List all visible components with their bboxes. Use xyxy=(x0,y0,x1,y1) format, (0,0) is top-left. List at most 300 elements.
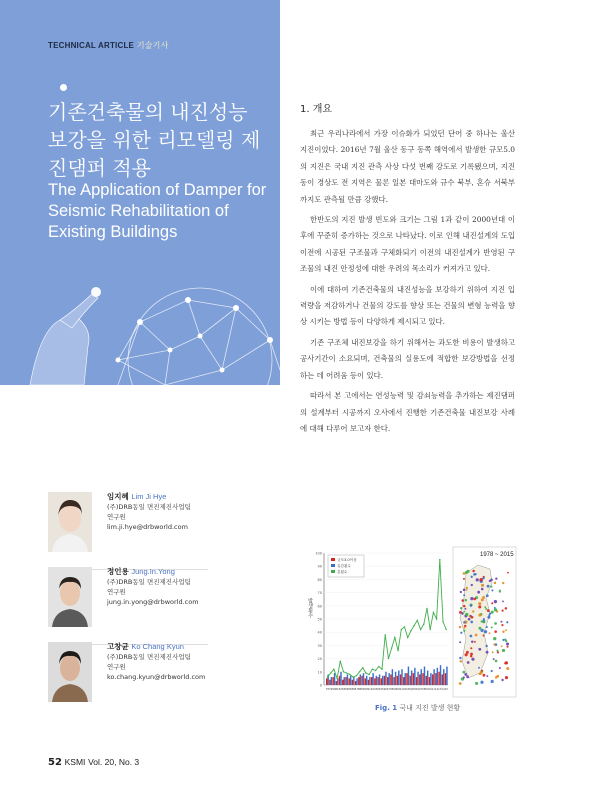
title-bullet xyxy=(60,84,67,91)
epicenter-dot xyxy=(480,681,483,684)
paragraph: 최근 우리나라에서 가장 이슈화가 되었던 단어 중 하나는 울산 지진이었다. 2016년 7월 울산 동구 동쪽 해역에서 발생한 규모5.0의 지진은 국내 지진 관측 사상 다섯 번째 강도로 기록됐으며, 지진동이 경상도 전 지역은 물론 일본 대마도와 규수 북부, 혼슈 서북부까지도 관측될 만큼 강했다. xyxy=(300,129,515,204)
epicenter-dot xyxy=(491,602,493,604)
point-total xyxy=(378,666,379,667)
author-card xyxy=(48,642,278,712)
bar-magnitude3 xyxy=(426,676,427,685)
point-total xyxy=(362,667,363,668)
epicenter-dot xyxy=(495,660,498,663)
bar-felt xyxy=(433,669,434,685)
epicenter-dot xyxy=(471,576,473,578)
epicenter-dot xyxy=(460,591,462,593)
y-tick-label: 30 xyxy=(317,643,322,648)
bar-felt xyxy=(369,677,370,685)
epicenter-dot xyxy=(481,620,483,622)
epicenter-dot xyxy=(459,626,462,629)
category-label-ko: 기술기사 xyxy=(136,41,169,50)
author-name-en: Jung.In.Yong xyxy=(131,567,175,576)
epicenter-dot xyxy=(491,670,493,672)
bar-magnitude3 xyxy=(352,680,353,685)
bar-felt xyxy=(446,667,447,685)
x-tick-label: 03 xyxy=(406,688,410,691)
bar-felt xyxy=(379,674,380,685)
epicenter-dot xyxy=(499,667,501,669)
bar-felt xyxy=(392,669,393,685)
x-tick-label: 83 xyxy=(341,688,346,691)
epicenter-dot xyxy=(505,638,507,640)
author-org: (주)DRB동일 면진제진사업팀 xyxy=(107,653,191,661)
x-tick-label: 01 xyxy=(399,688,403,691)
epicenter-dot xyxy=(502,610,504,612)
epicenter-dot xyxy=(470,653,473,656)
bar-felt xyxy=(372,673,373,685)
epicenter-dot xyxy=(464,673,467,676)
point-total xyxy=(410,630,411,631)
bar-magnitude3 xyxy=(400,674,401,685)
point-total xyxy=(336,678,337,679)
legend-label: 총횟수 xyxy=(337,570,348,574)
epicenter-dot xyxy=(502,639,504,641)
bar-magnitude3 xyxy=(361,676,362,685)
y-tick-label: 60 xyxy=(317,604,322,609)
point-total xyxy=(343,671,344,672)
bar-felt xyxy=(440,665,441,685)
point-total xyxy=(372,668,373,669)
epicenter-dot xyxy=(483,674,486,677)
epicenter-dot xyxy=(501,624,503,626)
author-photo xyxy=(48,642,92,702)
paragraph: 기존 구조체 내진보강을 하기 위해서는 과도한 비용이 발생하고 공사기간이 소요되며, 건축물의 실용도에 적합한 보강방법을 선정하는 데 어려움 등이 있다. xyxy=(300,337,515,380)
bar-magnitude3 xyxy=(445,673,446,685)
bar-magnitude3 xyxy=(397,676,398,685)
bar-felt xyxy=(382,676,383,685)
bar-magnitude3 xyxy=(438,672,439,685)
title-korean: 기존건축물의 내진성능 보강을 위한 리모델링 제진댐퍼 적용 xyxy=(48,100,261,180)
bar-magnitude3 xyxy=(384,676,385,685)
epicenter-dot xyxy=(483,634,485,636)
bar-felt xyxy=(404,673,405,685)
epicenter-dot xyxy=(483,618,485,620)
epicenter-dot xyxy=(494,622,497,625)
bar-felt xyxy=(331,677,332,685)
journal-volume: Vol. 20, No. 3 xyxy=(88,757,140,767)
caption-number: Fig. 1 xyxy=(375,704,398,712)
epicenter-dot xyxy=(462,671,465,674)
epicenter-dot xyxy=(479,672,482,675)
epicenter-dot xyxy=(502,630,504,632)
y-tick-label: 40 xyxy=(317,630,322,635)
author-title: 연구원 xyxy=(107,513,126,521)
epicenter-dot xyxy=(475,573,477,575)
x-tick-label: 02 xyxy=(402,688,407,691)
epicenter-dot xyxy=(468,618,471,621)
point-total xyxy=(388,658,389,659)
x-tick-label: 99 xyxy=(393,688,397,691)
author-column xyxy=(0,385,280,800)
epicenter-dot xyxy=(489,632,491,634)
author-info xyxy=(107,492,191,532)
epicenter-dot xyxy=(474,598,477,601)
point-total xyxy=(391,647,392,648)
epicenter-map xyxy=(453,547,516,697)
bar-felt xyxy=(443,669,444,685)
y-tick-label: 20 xyxy=(317,657,322,662)
point-total xyxy=(442,621,443,622)
paragraph: 이에 대하여 기존건축물의 내진성능을 보강하기 위하여 지진 입력량을 저감하거나 건물의 강도를 향상 또는 건물의 변형 능력을 향상 시키는 방법 등이 다양하게 제시되고 있다. xyxy=(300,284,515,327)
epicenter-dot xyxy=(505,607,508,610)
bar-magnitude3 xyxy=(409,676,410,685)
paragraph: 따라서 본 고에서는 연성능력 및 감쇠능력을 추가하는 제진댐퍼의 설계부터 시공까지 오사에서 진행한 기존건축물 내진보강 사례에 대해 다루어 보고자 한다. xyxy=(300,391,515,433)
author-photo xyxy=(48,492,92,552)
chart-legend xyxy=(328,555,364,577)
x-tick-label: 07 xyxy=(418,688,423,691)
page-footer xyxy=(48,757,139,768)
epicenter-dot xyxy=(463,578,465,580)
bar-felt xyxy=(366,676,367,685)
epicenter-dot xyxy=(464,599,467,602)
x-tick-label: 89 xyxy=(361,688,365,691)
epicenter-dot xyxy=(464,627,466,629)
epicenter-dot xyxy=(464,625,466,627)
body-text xyxy=(300,126,515,441)
point-total xyxy=(381,668,382,669)
epicenter-dot xyxy=(470,621,473,624)
title-english: The Application of Damper for Seismic Rehabilitation of Existing Buildings xyxy=(48,181,267,241)
point-total xyxy=(426,608,427,609)
point-total xyxy=(423,624,424,625)
epicenter-dot xyxy=(496,650,498,652)
bar-magnitude3 xyxy=(393,677,394,685)
bar-magnitude3 xyxy=(435,673,436,685)
epicenter-dot xyxy=(485,608,487,610)
epicenter-dot xyxy=(499,590,501,592)
epicenter-dot xyxy=(491,680,494,683)
point-total xyxy=(433,612,434,613)
bar-magnitude3 xyxy=(358,677,359,685)
epicenter-dot xyxy=(487,616,490,619)
x-tick-label: 13 xyxy=(438,688,442,691)
bar-magnitude3 xyxy=(348,678,349,685)
point-total xyxy=(413,625,414,626)
bar-magnitude3 xyxy=(419,674,420,685)
epicenter-dot xyxy=(478,605,481,608)
point-total xyxy=(375,670,376,671)
bar-magnitude3 xyxy=(422,673,423,685)
x-tick-label: 08 xyxy=(422,688,426,691)
author-org: (주)DRB동일 면진제진사업팀 xyxy=(107,578,191,586)
epicenter-dot xyxy=(464,608,466,610)
x-tick-label: 80 xyxy=(332,688,336,691)
x-tick-label: 90 xyxy=(364,688,368,691)
bar-magnitude3 xyxy=(374,678,375,685)
bar-magnitude3 xyxy=(387,677,388,685)
bar-magnitude3 xyxy=(368,680,369,685)
epicenter-dot xyxy=(472,610,474,612)
bar-felt xyxy=(398,670,399,685)
epicenter-dot xyxy=(500,621,502,623)
x-tick-label: 93 xyxy=(373,688,378,691)
epicenter-dot xyxy=(471,584,473,586)
author-name-ko: 고창균 xyxy=(107,642,129,651)
author-title: 연구원 xyxy=(107,588,126,596)
bar-felt xyxy=(347,674,348,685)
point-total xyxy=(417,620,418,621)
epicenter-dot xyxy=(471,641,473,643)
point-total xyxy=(368,674,369,675)
bar-felt xyxy=(395,672,396,685)
bar-magnitude3 xyxy=(365,678,366,685)
bar-magnitude3 xyxy=(416,677,417,685)
epicenter-dot xyxy=(484,606,486,608)
point-total xyxy=(352,676,353,677)
legend-swatch xyxy=(331,558,335,561)
point-total xyxy=(404,626,405,627)
epicenter-dot xyxy=(501,679,503,681)
epicenter-dot xyxy=(465,653,468,656)
figure-caption xyxy=(375,703,460,713)
point-total xyxy=(436,618,437,619)
x-tick-label: 79 xyxy=(328,688,333,691)
section-label xyxy=(48,40,169,51)
epicenter-dot xyxy=(465,571,468,574)
bar-magnitude3 xyxy=(332,677,333,685)
author-info xyxy=(107,642,205,682)
epicenter-dot xyxy=(470,597,473,600)
epicenter-dot xyxy=(474,641,476,643)
x-tick-label: 78 xyxy=(325,688,330,691)
epicenter-dot xyxy=(459,682,462,685)
epicenter-dot xyxy=(463,572,466,575)
epicenter-dot xyxy=(472,570,475,573)
point-total xyxy=(397,650,398,651)
y-tick-label: 50 xyxy=(317,617,322,622)
epicenter-dot xyxy=(505,676,508,679)
epicenter-dot xyxy=(490,586,492,588)
y-tick-label: 90 xyxy=(317,564,322,569)
point-total xyxy=(340,661,341,662)
map-title: 1978 ~ 2015 xyxy=(480,552,514,558)
epicenter-dot xyxy=(463,611,465,613)
x-tick-label: 91 xyxy=(367,688,371,691)
epicenter-dot xyxy=(461,612,464,615)
epicenter-dot xyxy=(491,627,493,629)
epicenter-dot xyxy=(481,588,484,591)
author-email: jung.in.yong@drbworld.com xyxy=(107,598,199,606)
epicenter-dot xyxy=(486,675,488,677)
epicenter-dot xyxy=(494,582,497,585)
author-email: lim.ji.hye@drbworld.com xyxy=(107,523,188,531)
epicenter-dot xyxy=(491,589,493,591)
epicenter-dot xyxy=(480,629,483,632)
bar-felt xyxy=(360,674,361,685)
bar-magnitude3 xyxy=(432,674,433,685)
point-total xyxy=(346,672,347,673)
author-name-ko: 정인용 xyxy=(107,567,129,576)
point-total xyxy=(420,629,421,630)
legend-swatch xyxy=(331,570,335,573)
point-total xyxy=(385,634,386,635)
epicenter-dot xyxy=(486,594,489,597)
bar-felt xyxy=(421,669,422,685)
bar-magnitude3 xyxy=(345,677,346,685)
x-tick-label: 11 xyxy=(431,688,436,691)
x-tick-label: 05 xyxy=(412,688,416,691)
author-photo xyxy=(48,567,92,627)
epicenter-dot xyxy=(470,647,472,649)
author-info xyxy=(107,567,199,607)
bar-felt xyxy=(385,672,386,685)
epicenter-dot xyxy=(481,670,483,672)
epicenter-dot xyxy=(463,588,466,591)
epicenter-dot xyxy=(494,607,496,609)
epicenter-dot xyxy=(466,589,468,591)
x-tick-label: 81 xyxy=(335,688,339,691)
bar-felt xyxy=(376,676,377,685)
author-email: ko.chang.kyun@drbworld.com xyxy=(107,673,206,681)
bar-magnitude3 xyxy=(355,681,356,685)
epicenter-dot xyxy=(463,676,465,678)
author-title: 연구원 xyxy=(107,663,126,671)
x-tick-label: 00 xyxy=(396,688,400,691)
epicenter-dot xyxy=(489,580,491,582)
x-tick-label: 96 xyxy=(383,688,387,691)
epicenter-dot xyxy=(475,682,478,685)
epicenter-dot xyxy=(466,587,468,589)
epicenter-dot xyxy=(494,608,497,611)
epicenter-dot xyxy=(493,643,495,645)
x-tick-label: 09 xyxy=(425,688,429,691)
x-tick-label: 94 xyxy=(377,688,381,691)
epicenter-dot xyxy=(507,572,509,574)
epicenter-dot xyxy=(477,591,480,594)
bar-magnitude3 xyxy=(329,680,330,685)
point-total xyxy=(394,637,395,638)
page-number: 52 xyxy=(48,757,62,768)
epicenter-dot xyxy=(476,578,479,581)
epicenter-dot xyxy=(502,600,504,602)
epicenter-dot xyxy=(505,629,507,631)
epicenter-dot xyxy=(484,630,487,633)
epicenter-dot xyxy=(506,667,509,670)
epicenter-dot xyxy=(493,658,495,660)
epicenter-dot xyxy=(478,602,481,605)
point-total xyxy=(365,672,366,673)
epicenter-dot xyxy=(481,598,484,601)
epicenter-dot xyxy=(479,578,482,581)
point-total xyxy=(359,671,360,672)
x-tick-label: 92 xyxy=(370,688,375,691)
bar-magnitude3 xyxy=(339,676,340,685)
point-total xyxy=(330,672,331,673)
x-tick-label: 15 xyxy=(444,688,448,691)
author-name-ko: 임지혜 xyxy=(107,492,129,501)
epicenter-dot xyxy=(502,582,504,584)
epicenter-dot xyxy=(463,630,465,632)
bar-felt xyxy=(356,678,357,685)
paragraph: 한반도의 지진 발생 빈도와 크기는 그림 1과 같이 2000년대 이후에 꾸준히 증가하는 것으로 나타났다. 이로 인해 내진설계의 도입 이전에 시공된 구조물과 구체화되기 이전의 내진설계가 반영된 구조물의 내진 안정성에 대한 우려의 목소리가 커져가고 있다. xyxy=(300,215,515,274)
epicenter-dot xyxy=(506,642,509,645)
author-name-en: Lim Ji Hye xyxy=(131,492,167,501)
x-tick-label: 88 xyxy=(357,688,362,691)
point-total xyxy=(446,629,447,630)
bar-felt xyxy=(363,673,364,685)
epicenter-dot xyxy=(467,661,470,664)
epicenter-dot xyxy=(505,661,508,664)
epicenter-dot xyxy=(463,605,465,607)
y-tick-label: 10 xyxy=(317,670,322,675)
bar-felt xyxy=(417,672,418,685)
point-total xyxy=(407,637,408,638)
epicenter-dot xyxy=(485,645,487,647)
epicenter-dot xyxy=(461,599,464,602)
epicenter-dot xyxy=(491,611,494,614)
bar-felt xyxy=(408,667,409,685)
y-tick-label: 80 xyxy=(317,577,322,582)
x-tick-label: 04 xyxy=(409,688,413,691)
bar-felt xyxy=(437,668,438,685)
x-tick-label: 98 xyxy=(389,688,394,691)
point-total xyxy=(401,629,402,630)
legend-swatch xyxy=(331,564,335,567)
point-total xyxy=(327,676,328,677)
bar-felt xyxy=(414,668,415,685)
x-tick-label: 87 xyxy=(354,688,358,691)
epicenter-dot xyxy=(495,577,497,579)
bar-magnitude3 xyxy=(342,680,343,685)
bar-magnitude3 xyxy=(326,678,327,685)
bar-magnitude3 xyxy=(429,677,430,685)
epicenter-dot xyxy=(486,651,489,654)
bar-magnitude3 xyxy=(413,673,414,685)
x-tick-label: 14 xyxy=(441,688,445,691)
bar-felt xyxy=(411,670,412,685)
x-tick-label: 10 xyxy=(428,688,432,691)
epicenter-dot xyxy=(494,600,497,603)
epicenter-dot xyxy=(463,594,465,596)
epicenter-dot xyxy=(470,615,472,617)
epicenter-dot xyxy=(475,634,478,637)
epicenter-dot xyxy=(487,585,490,588)
legend-label: 규모3.0이상 xyxy=(337,558,357,562)
bar-felt xyxy=(353,677,354,685)
point-total xyxy=(429,629,430,630)
epicenter-dot xyxy=(502,649,505,652)
bar-magnitude3 xyxy=(403,677,404,685)
x-tick-label: 06 xyxy=(415,688,419,691)
epicenter-dot xyxy=(481,584,484,587)
journal-name: KSMI xyxy=(64,757,86,767)
bar-felt xyxy=(401,669,402,685)
epicenter-dot xyxy=(486,626,488,628)
epicenter-dot xyxy=(460,660,462,662)
x-tick-label: 86 xyxy=(351,688,355,691)
x-tick-label: 95 xyxy=(380,688,384,691)
epicenter-dot xyxy=(495,676,498,679)
y-tick-label: 70 xyxy=(317,591,322,596)
epicenter-dot xyxy=(463,621,465,623)
author-card xyxy=(48,492,278,562)
bar-felt xyxy=(430,673,431,685)
bar-felt xyxy=(350,676,351,685)
bar-magnitude3 xyxy=(336,681,337,685)
point-total xyxy=(333,668,334,669)
bar-magnitude3 xyxy=(442,674,443,685)
section-heading: 1. 개요 xyxy=(300,104,333,115)
bar-magnitude3 xyxy=(390,674,391,685)
epicenter-dot xyxy=(483,621,486,624)
point-total xyxy=(356,675,357,676)
epicenter-dot xyxy=(507,646,509,648)
epicenter-dot xyxy=(466,675,469,678)
